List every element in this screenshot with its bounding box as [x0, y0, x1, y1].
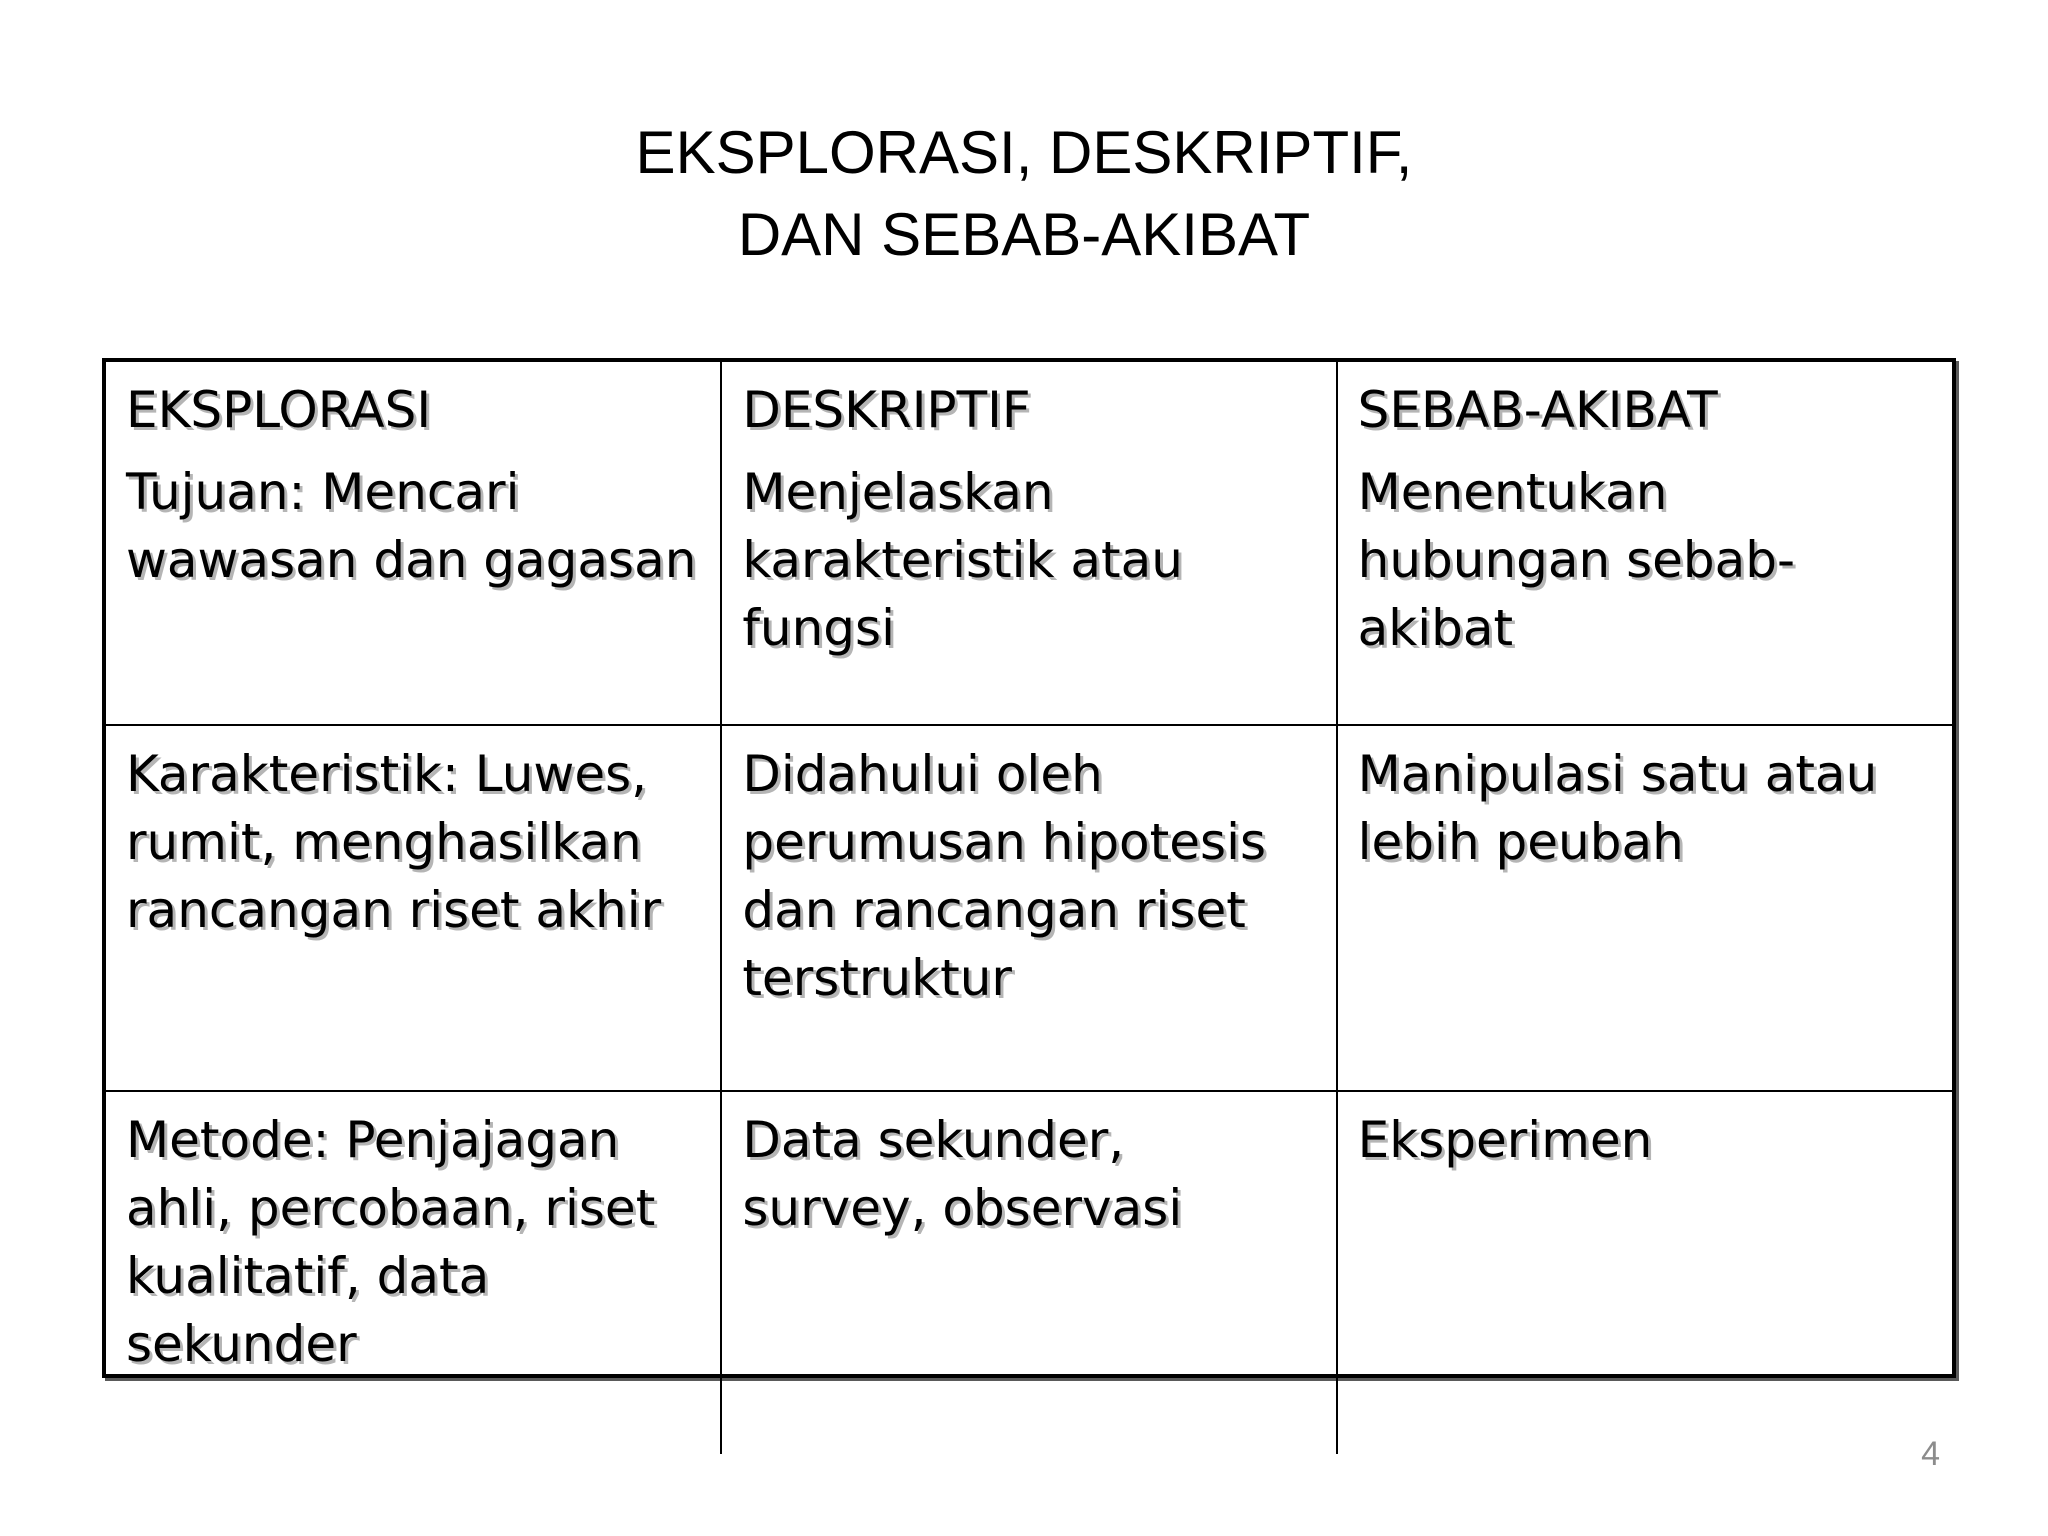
column-heading-sebab-akibat: SEBAB-AKIBAT	[1357, 381, 1718, 439]
table-cell-sebab-akibat-metode	[1337, 1091, 1952, 1454]
cell-text: Didahului oleh perumusan hipotesis dan rancangan riset terstruktur	[742, 745, 1267, 1007]
table-cell-deskriptif-metode	[721, 1091, 1336, 1454]
slide-title	[0, 112, 2048, 276]
cell-text: Tujuan: Mencari wawasan dan gagasan	[126, 463, 697, 589]
page-number: 4	[1921, 1435, 1940, 1473]
cell-text: Manipulasi satu atau lebih peubah	[1357, 745, 1878, 871]
table-row	[106, 725, 1952, 1091]
slide-title-line-1: EKSPLORASI, DESKRIPTIF,	[635, 119, 1413, 186]
table-cell-deskriptif-tujuan	[721, 362, 1336, 725]
column-heading-eksplorasi: EKSPLORASI	[126, 381, 432, 439]
table-cell-deskriptif-karakteristik	[721, 725, 1336, 1091]
cell-text: Metode: Penjajagan ahli, percobaan, riset kualitatif, data sekunder	[126, 1111, 656, 1373]
table-cell-sebab-akibat-tujuan	[1337, 362, 1952, 725]
table-row	[106, 1091, 1952, 1454]
slide-title-line-2: DAN SEBAB-AKIBAT	[737, 201, 1311, 268]
column-heading-deskriptif: DESKRIPTIF	[742, 381, 1031, 439]
table-cell-eksplorasi-metode	[106, 1091, 721, 1454]
cell-text: Karakteristik: Luwes, rumit, menghasilkan rancangan riset akhir	[126, 745, 662, 939]
table-cell-sebab-akibat-karakteristik	[1337, 725, 1952, 1091]
comparison-table	[102, 358, 1956, 1378]
table-row	[106, 362, 1952, 725]
table-cell-eksplorasi-karakteristik	[106, 725, 721, 1091]
comparison-table-grid	[106, 362, 1952, 1454]
table-cell-eksplorasi-tujuan	[106, 362, 721, 725]
cell-text: Data sekunder, survey, observasi	[742, 1111, 1183, 1237]
cell-text: Eksperimen	[1357, 1111, 1653, 1169]
cell-text: Menjelaskan karakteristik atau fungsi	[742, 463, 1183, 657]
cell-text: Menentukan hubungan sebab-akibat	[1357, 463, 1796, 657]
